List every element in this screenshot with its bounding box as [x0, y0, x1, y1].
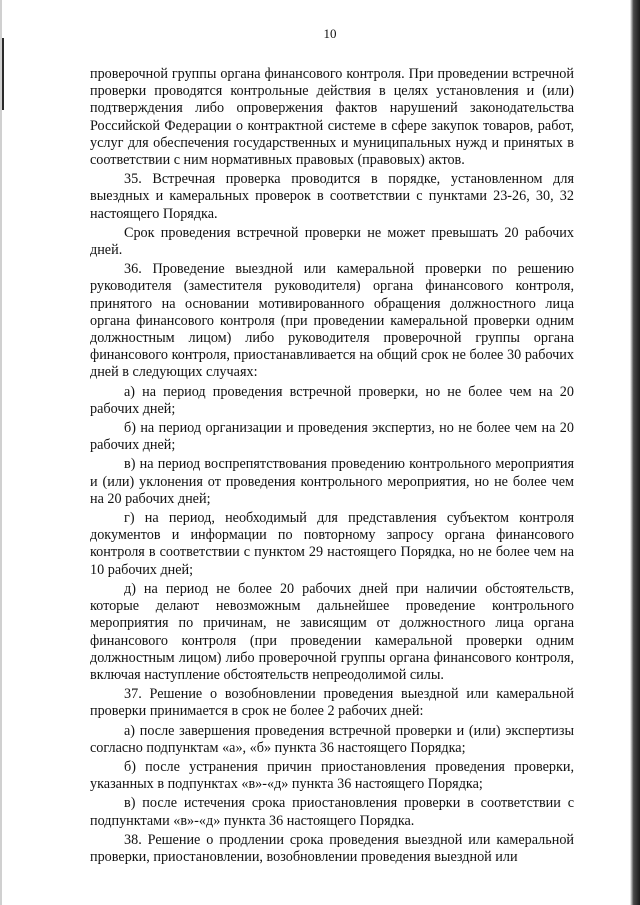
paragraph-37: 37. Решение о возобновлении проведения выездной или камеральной проверки принимается в срок не более 2 рабочих дней: — [90, 686, 574, 720]
paragraph-37-v: в) после истечения срока приостановления проверки в соответствии с подпунктами «в»-«д» пункта 36 настоящего Порядка. — [90, 795, 574, 829]
document-body — [90, 66, 574, 866]
scan-edge-left — [0, 0, 2, 905]
scan-mark-left — [2, 38, 4, 110]
paragraph-35: 35. Встречная проверка проводится в порядке, установленном для выездных и камеральных проверок в соответствии с пунктами 23-26, 30, 32 настоящего Порядка. — [90, 171, 574, 222]
paragraph-36-b: б) на период организации и проведения экспертиз, но не более чем на 20 рабочих дней; — [90, 420, 574, 454]
paragraph-37-a: а) после завершения проведения встречной проверки и (или) экспертизы согласно подпунктам «а», «б» пункта 36 настоящего Порядка; — [90, 722, 574, 756]
paragraph-36: 36. Проведение выездной или камеральной проверки по решению руководителя (заместителя руководителя) органа финансового контроля, принятого на основании мотивированного обращения должностного лица органа финансового контроля (при проведении камеральной проверки одним должностным лицом) либо руководителя проверочной группы органа финансового контроля, приостанавливается на общий срок не более 30 рабочих дней в следующих случаях: — [90, 261, 574, 381]
paragraph-36-d: д) на период не более 20 рабочих дней при наличии обстоятельств, которые делают невозможным дальнейшее проведение контрольного мероприятия по причинам, не зависящим от должностного лица органа финансового контроля (при проведении камеральной проверки одним должностным лицом) либо проверочной группы органа финансового контроля, включая наступление обстоятельств непреодолимой силы. — [90, 580, 574, 683]
paragraph-36-g: г) на период, необходимый для представления субъектом контроля документов и информации по повторному запросу органа финансового контроля в соответствии с пунктом 29 настоящего Порядка, но не более чем на 10 рабочих дней; — [90, 510, 574, 578]
paragraph-36-v: в) на период воспрепятствования проведению контрольного мероприятия и (или) уклонения от проведения контрольного мероприятия, но не более чем на 20 рабочих дней; — [90, 456, 574, 507]
scan-edge-right — [630, 0, 640, 905]
paragraph-38: 38. Решение о продлении срока проведения выездной или камеральной проверки, приостановлении, возобновлении проведения выездной или — [90, 831, 574, 865]
paragraph-35-term: Срок проведения встречной проверки не может превышать 20 рабочих дней. — [90, 224, 574, 259]
page-number: 10 — [323, 26, 337, 41]
paragraph-37-b: б) после устранения причин приостановления проведения проверки, указанных в подпунктах «в»-«д» пункта 36 настоящего Порядка; — [90, 758, 574, 793]
paragraph-36-a: а) на период проведения встречной проверки, но не более чем на 20 рабочих дней; — [90, 383, 574, 417]
paragraph-continuation: проверочной группы органа финансового контроля. При проведении встречной проверки проводятся контрольные действия в целях установления и (или) подтверждения либо опровержения фактов нарушений законодательства Российской Федерации о контрактной системе в сфере закупок товаров, работ, услуг для обеспечения государственных и муниципальных нужд и принятых в соответствии с ним нормативных правовых (правовых) актов. — [90, 66, 574, 169]
